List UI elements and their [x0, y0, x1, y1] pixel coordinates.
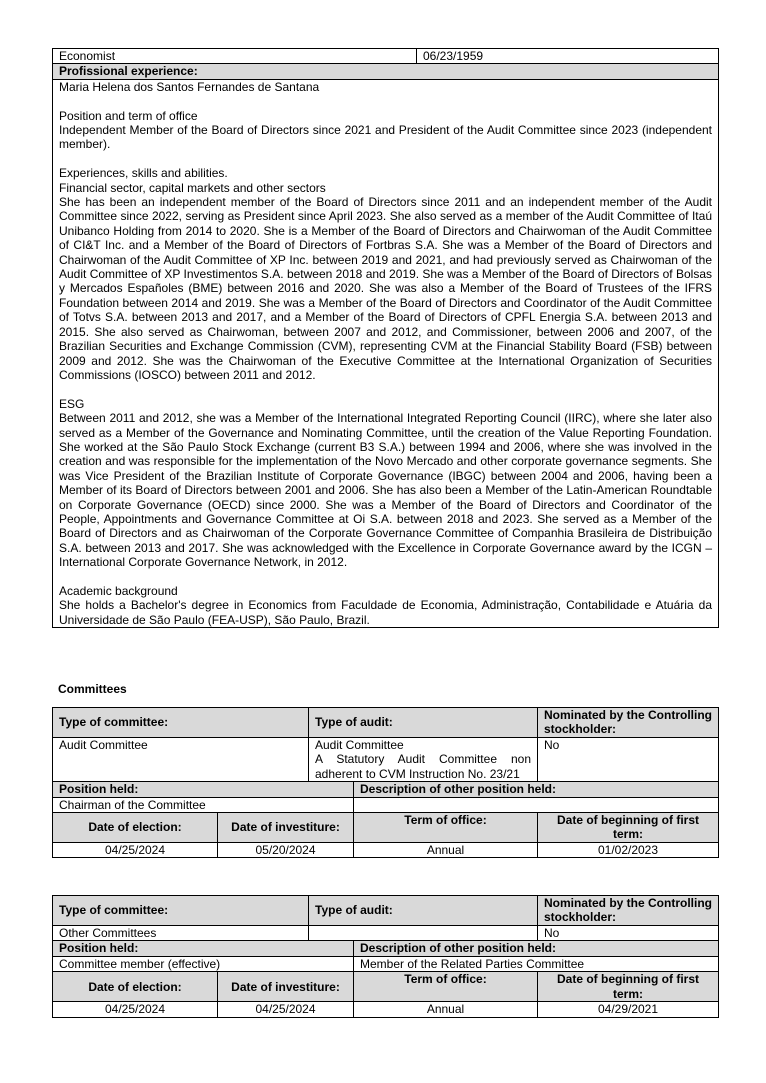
date-of-investiture-label: Date of investiture:: [218, 972, 354, 1002]
term-of-office-label: Term of office:: [354, 813, 538, 843]
academic-text: She holds a Bachelor's degree in Economics from Faculdade de Economia, Administração, Contabilidade e Atuária da Universidade de São Paulo (FEA-USP), São Paulo, Brazil.: [59, 598, 712, 627]
nominated-label: Nominated by the Controlling stockholder:: [538, 896, 719, 926]
academic-heading: Academic background: [59, 583, 178, 598]
birth-date-cell: 06/23/1959: [417, 49, 719, 64]
first-term-date-value: 01/02/2023: [538, 843, 719, 858]
position-held-label: Position held:: [53, 782, 354, 797]
experience-header: Profissional experience:: [53, 64, 719, 79]
committee-table-other: [52, 895, 719, 1018]
committee-table-audit: [52, 707, 719, 858]
description-other-label: Description of other position held:: [354, 782, 719, 797]
investiture-date-value: 05/20/2024: [218, 843, 354, 858]
profile-table: [52, 48, 719, 628]
committees-title: Committees: [58, 682, 127, 696]
occupation-cell: Economist: [53, 49, 417, 64]
term-of-office-value: Annual: [354, 843, 538, 858]
experience-heading: Experiences, skills and abilities.: [59, 166, 228, 181]
type-of-committee-label: Type of committee:: [53, 708, 309, 738]
position-held-value: Committee member (effective): [53, 956, 354, 971]
date-of-investiture-label: Date of investiture:: [218, 813, 354, 843]
description-other-value: [354, 797, 719, 812]
date-first-term-label: Date of beginning of first term:: [538, 972, 719, 1002]
nominated-label: Nominated by the Controlling stockholder:: [538, 708, 719, 738]
esg-heading: ESG: [59, 396, 85, 411]
position-text: Independent Member of the Board of Directors since 2021 and President of the Audit Committee since 2023 (independent member).: [59, 123, 712, 152]
term-of-office-value: Annual: [354, 1002, 538, 1017]
nominated-value: No: [538, 738, 719, 782]
position-heading: Position and term of office: [59, 108, 198, 123]
date-of-election-label: Date of election:: [53, 972, 218, 1002]
financial-text: She has been an independent member of the Board of Directors since 2011 and an independent member of the Audit Committee since 2022, serving as President since April 2023. She also served as a member of the Audit Committee of Itaú Unibanco Holding from 2014 to 2020. She is a Member of the Board of Directors and Chairwoman of the Audit Committee of CI&T Inc. and a Member of the Board of Directors of Fortbras S.A. She was a Member of the Board of Directors and Chairwoman of the Audit Committee of XP Inc. between 2019 and 2021, and had previously served as Chairwoman of the Audit Committee of XP Investimentos S.A. between 2018 and 2019. She was a Member of the Board of Directors of Bolsas y Mercados Españoles (BME) between 2016 and 2020. She was also a Member of the Board of Trustees of the IFRS Foundation between 2014 and 2019. She was a Member of the Board of Directors and Coordinator of the Audit Committee of Totvs S.A. between 2013 and 2017, and a Member of the Board of Directors of CPFL Energia S.A. between 2013 and 2015. She also served as Chairwoman, between 2007 and 2012, and Commissioner, between 2006 and 2007, of the Brazilian Securities and Exchange Commission (CVM), representing CVM at the Financial Stability Board (FSB) between 2009 and 2012. She was the Chairwoman of the Executive Committee at the International Organization of Securities Commissions (IOSCO) between 2011 and 2012.: [59, 195, 712, 382]
election-date-value: 04/25/2024: [53, 1002, 218, 1017]
audit-type-value: [309, 926, 538, 941]
investiture-date-value: 04/25/2024: [218, 1002, 354, 1017]
audit-type-detail: A Statutory Audit Committee non adherent to CVM Instruction No. 23/21: [315, 752, 531, 781]
type-of-audit-label: Type of audit:: [309, 896, 538, 926]
committee-type-value: Audit Committee: [53, 738, 309, 782]
nominated-value: No: [538, 926, 719, 941]
position-held-value: Chairman of the Committee: [53, 797, 354, 812]
financial-heading: Financial sector, capital markets and other sectors: [59, 180, 326, 195]
committee-type-value: Other Committees: [53, 926, 309, 941]
position-held-label: Position held:: [53, 941, 354, 956]
first-term-date-value: 04/29/2021: [538, 1002, 719, 1017]
type-of-committee-label: Type of committee:: [53, 896, 309, 926]
biography-cell: [53, 79, 719, 627]
audit-type-name: Audit Committee: [315, 738, 404, 752]
description-other-label: Description of other position held:: [354, 941, 719, 956]
date-of-election-label: Date of election:: [53, 813, 218, 843]
election-date-value: 04/25/2024: [53, 843, 218, 858]
description-other-value: Member of the Related Parties Committee: [354, 956, 719, 971]
date-first-term-label: Date of beginning of first term:: [538, 813, 719, 843]
term-of-office-label: Term of office:: [354, 972, 538, 1002]
type-of-audit-label: Type of audit:: [309, 708, 538, 738]
person-name: Maria Helena dos Santos Fernandes de Santana: [59, 79, 320, 94]
esg-text: Between 2011 and 2012, she was a Member of the International Integrated Reporting Council (IIRC), where she later also served as a Member of the Governance and Nominating Committee, until the creation of the Value Reporting Foundation. She worked at the São Paulo Stock Exchange (current B3 S.A.) between 1994 and 2006, where she was involved in the creation and was responsible for the implementation of the Novo Mercado and other corporate governance segments. She was Vice President of the Brazilian Institute of Corporate Governance (IBGC) between 2004 and 2006, having been a Member of its Board of Directors between 2001 and 2006. She has also been a Member of the Latin-American Roundtable on Corporate Governance (OECD) since 2000. She was a Member of the Board of Directors and Coordinator of the People, Appointments and Governance Committee at Oi S.A. between 2018 and 2023. She served as a Member of the Board of Directors and as Chairwoman of the Corporate Governance Committee of Companhia Brasileira de Distribuição S.A. between 2013 and 2017. She was acknowledged with the Excellence in Corporate Governance award by the ICGN – International Corporate Governance Network, in 2012.: [59, 411, 712, 570]
audit-type-value: [309, 738, 538, 782]
